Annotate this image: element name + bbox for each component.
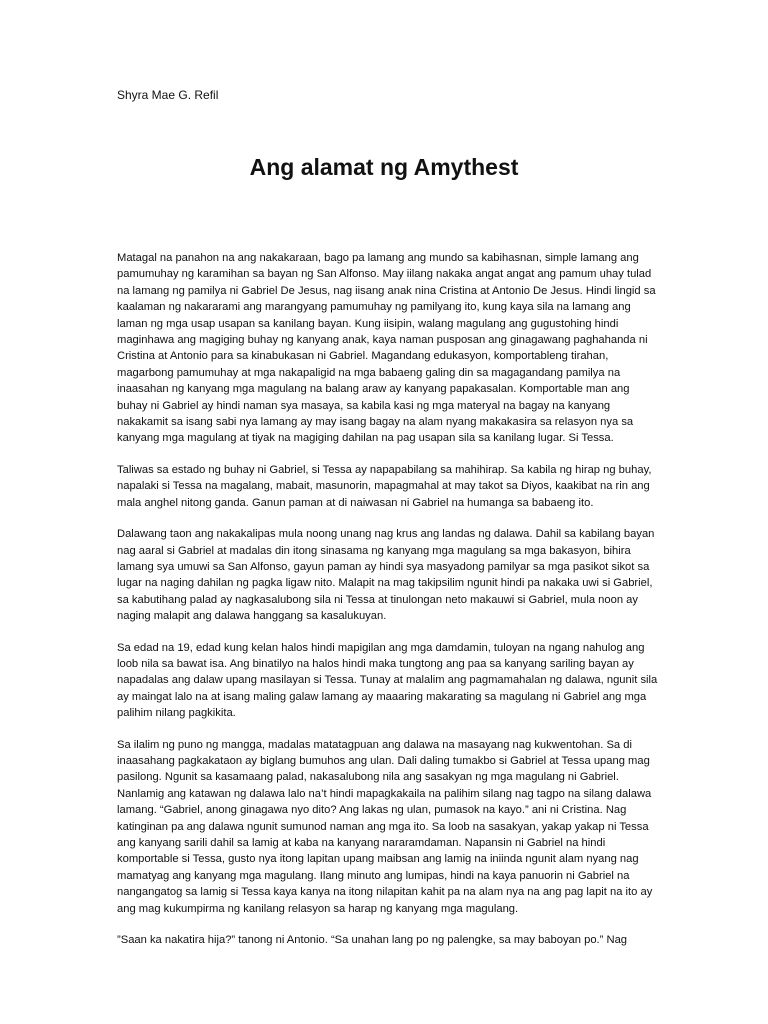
author-name: Shyra Mae G. Refil <box>117 88 219 102</box>
paragraph-4: Sa edad na 19, edad kung kelan halos hindi mapigilan ang mga damdamin, tuloyan na ngang nahulog ang loob nila sa bawat isa. Ang binatilyo na halos hindi maka tungtong ang paa sa kanyang sariling bayan ay napadalas ang dalaw upang masilayan si Tessa. Tunay at malalim ang pagmamahalan ng dalawa, ngunit sila ay maingat lalo na at isang maling galaw lamang ay maaaring makarating sa magulang ni Gabriel ang mga palihim nilang pagkikita. <box>117 641 658 720</box>
paragraph-5: Sa ilalim ng puno ng mangga, madalas matatagpuan ang dalawa na masayang nag kukwentohan. Sa di inaasahang pagkakataon ay biglang bumuhos ang ulan. Dali daling tumakbo si Gabriel at Tessa upang mag pasilong. Ngunit sa kasamaang palad, nakasalubong nila ang sasakyan ng mga magulang ni Gabriel. Nanlamig ang katawan ng dalawa lalo na’t hindi mapagkakaila na palihim silang nag tagpo na silang dalawa lamang. “Gabriel, anong ginagawa nyo dito? Ang lakas ng ulan, pumasok na kayo.” ani ni Cristina. Nag katinginan pa ang dalawa ngunit sumunod naman ang mga ito. Sa loob na sasakyan, yakap yakap ni Tessa ang kanyang sarili dahil sa lamig at kaba na kanyang nararamdaman. Napansin ni Gabriel na hindi komportable si Tessa, gusto nya itong lapitan upang maibsan ang lamig na iniinda ngunit alam nyang nag mamatyag ang kanyang mga magulang. Ilang minuto ang lumipas, hindi na kaya panuorin ni Gabriel na nangangatog sa lamig si Tessa kaya kanya na itong nilapitan kahit pa na alam nya na ang pag lapit na ito ay ang mag kukumpirma ng kanilang relasyon sa harap ng kanyang mga magulang. <box>117 738 653 915</box>
document-body <box>117 250 662 963</box>
paragraph-6: ”Saan ka nakatira hija?” tanong ni Antonio. “Sa unahan lang po ng palengke, sa may baboyan po.” Nag <box>117 934 628 947</box>
paragraph-3: Dalawang taon ang nakakalipas mula noong unang nag krus ang landas ng dalawa. Dahil sa kabilang bayan nag aaral si Gabriel at madalas din itong sinasama ng kanyang mga magulang sa mga bakasyon, bihira lamang sya umuwi sa San Alfonso, gayun paman ay hindi sya masyadong pamilyar sa mga pasikot sikot sa lugar na naging dahilan ng pagka ligaw nito. Malapit na mag takipsilim ngunit hindi pa nakaka uwi si Gabriel, sa kabutihang palad ay nagkasalubong sila ni Tessa at tinulongan neto makauwi si Gabriel, mula noon ay naging malapit ang dalawa hanggang sa kasalukuyan. <box>117 528 655 623</box>
paragraph-2: Taliwas sa estado ng buhay ni Gabriel, si Tessa ay napapabilang sa mahihirap. Sa kabila ng hirap ng buhay, napalaki si Tessa na magalang, mabait, masunorin, mapagmahal at may takot sa Diyos, kaakibat na rin ang mala anghel nitong ganda. Ganun paman at di naiwasan ni Gabriel na humanga sa babaeng ito. <box>117 463 652 509</box>
paragraph-1: Matagal na panahon na ang nakakaraan, bago pa lamang ang mundo sa kabihasnan, simple lamang ang pamumuhay ng karamihan sa bayan ng San Alfonso. May iilang nakaka angat angat ang pamum uhay tulad na lamang ng pamilya ni Gabriel De Jesus, nag iisang anak nina Cristina at Antonio De Jesus. Hindi lingid sa kaalaman ng nakararami ang marangyang pamumuhay ng pamilyang ito, kung kaya sila na lamang ang laman ng mga usap usapan sa kanilang bayan. Kung iisipin, walang magulang ang gugustohing hindi maginhawa ang magiging buhay ng kanyang anak, kaya naman pusposan ang ginagawang paghahanda ni Cristina at Antonio para sa kinabukasan ni Gabriel. Magandang edukasyon, komportableng tirahan, magarbong pamumuhay at mga nakapaligid na mga babaeng galing din sa magagandang pamilya na inaasahan ng kanyang mga magulang na balang araw ay kanyang papakasalan. Komportable man ang buhay ni Gabriel ay hindi naman sya masaya, sa kabila kasi ng mga materyal na bagay na kanyang nakakamit sa isang sabi nya lamang ay may isang bagay na alam nyang makakasira sa relasyon nya sa kanyang mga magulang at tiyak na magiging dahilan na pag usapan sila sa kanilang lugar. Si Tessa. <box>117 252 656 445</box>
document-title: Ang alamat ng Amythest <box>249 154 519 180</box>
